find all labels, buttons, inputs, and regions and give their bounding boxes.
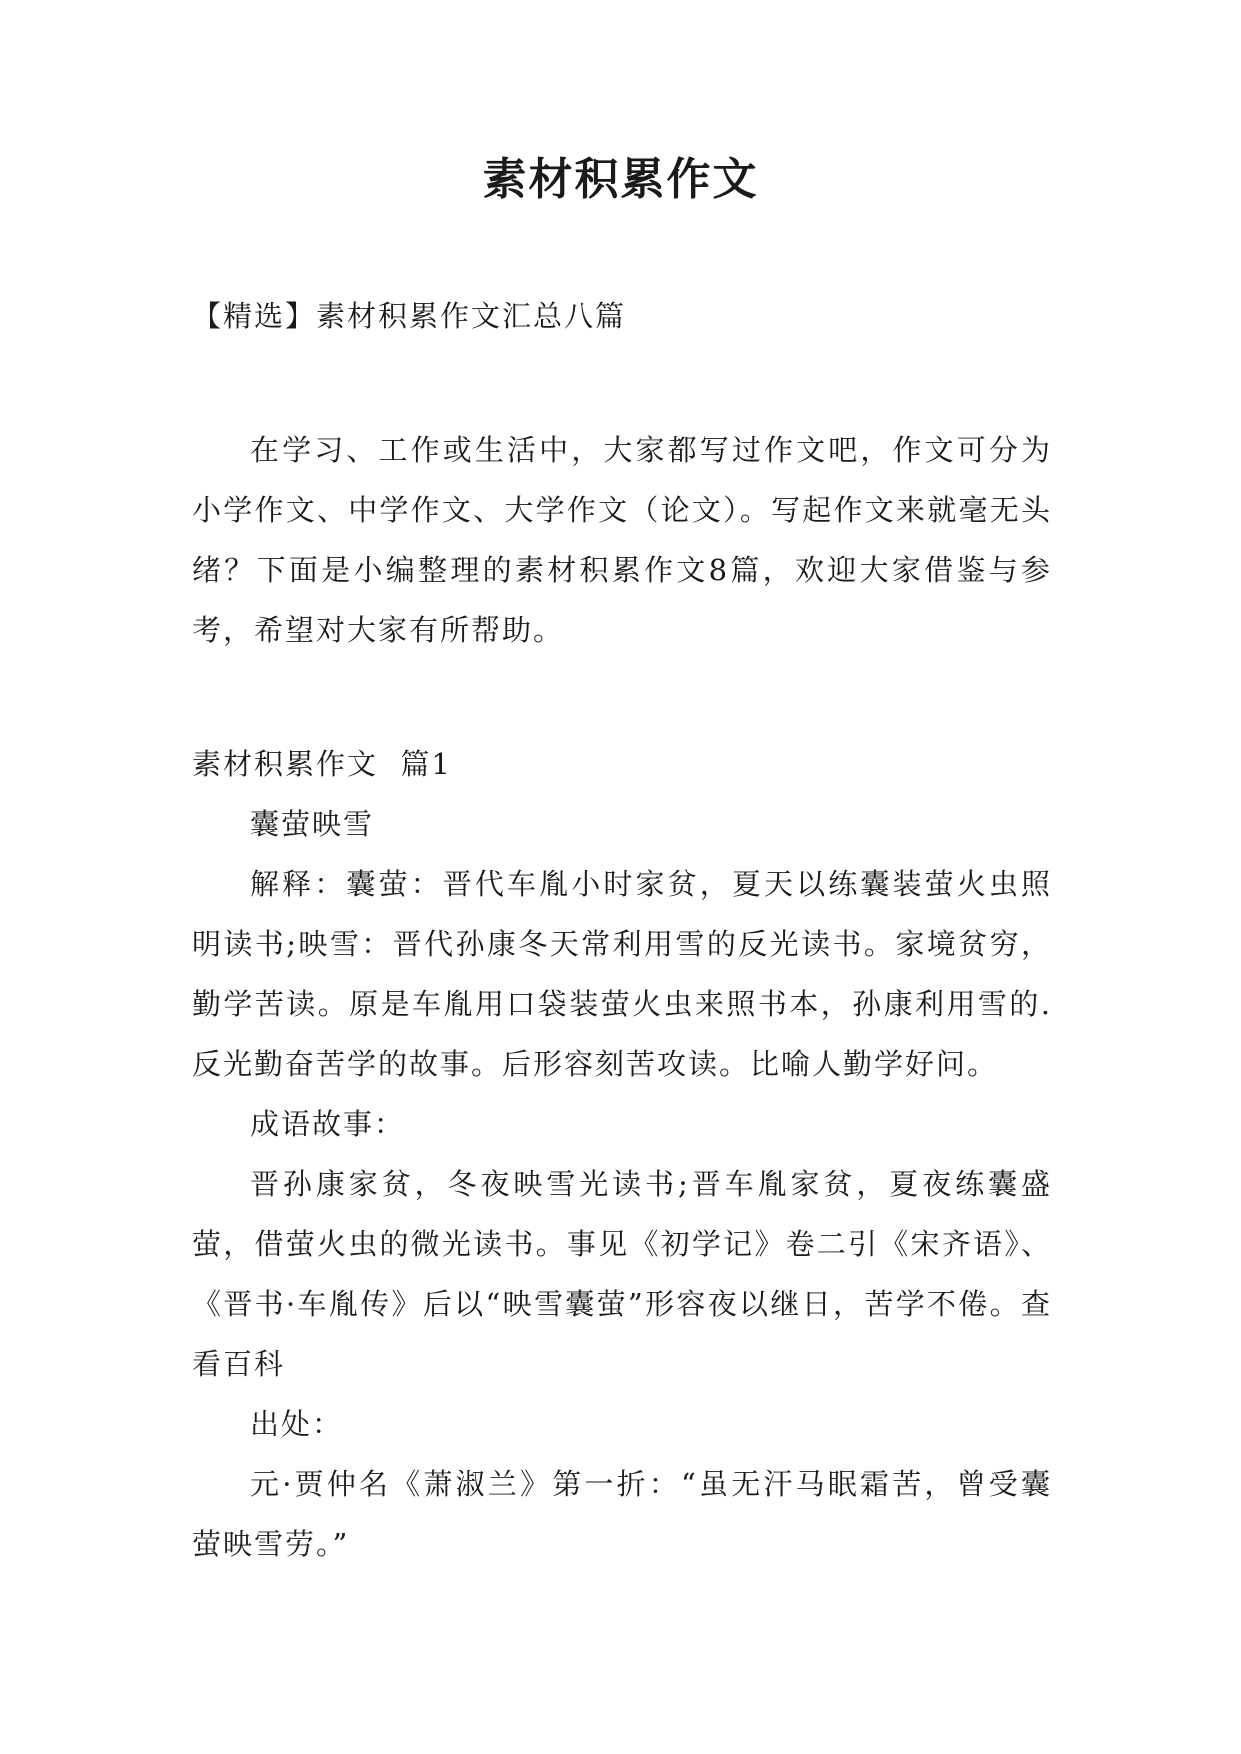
section-heading: 素材积累作文 篇1 [192, 747, 452, 781]
explanation-paragraph: 解释：囊萤：晋代车胤小时家贫，夏天以练囊装萤火虫照明读书;映雪：晋代孙康冬天常利用雪的反光读书。家境贫穷，勤学苦读。原是车胤用口袋装萤火虫来照书本，孙康利用雪的.反光勤奋苦学的故事。后形容刻苦攻读。比喻人勤学好问。 [192, 867, 1052, 1081]
source-paragraph: 元·贾仲名《萧淑兰》第一折：“虽无汗马眠霜苦，曾受囊萤映雪劳。” [192, 1467, 1052, 1561]
intro-paragraph: 在学习、工作或生活中，大家都写过作文吧，作文可分为小学作文、中学作文、大学作文（论文）。写起作文来就毫无头绪？下面是小编整理的素材积累作文8篇，欢迎大家借鉴与参考，希望对大家有所帮助。 [192, 433, 1052, 647]
story-paragraph: 晋孙康家贫，冬夜映雪光读书;晋车胤家贫，夏夜练囊盛萤，借萤火虫的微光读书。事见《初学记》卷二引《宋齐语》、《晋书·车胤传》后以“映雪囊萤”形容夜以继日，苦学不倦。查看百科 [192, 1167, 1052, 1381]
source-label: 出处： [250, 1407, 344, 1441]
document-subtitle: 【精选】素材积累作文汇总八篇 [192, 299, 627, 333]
story-label: 成语故事： [250, 1107, 406, 1141]
idiom-title: 囊萤映雪 [250, 807, 375, 841]
document-title: 素材积累作文 [482, 154, 759, 205]
document-body [192, 286, 1052, 1574]
